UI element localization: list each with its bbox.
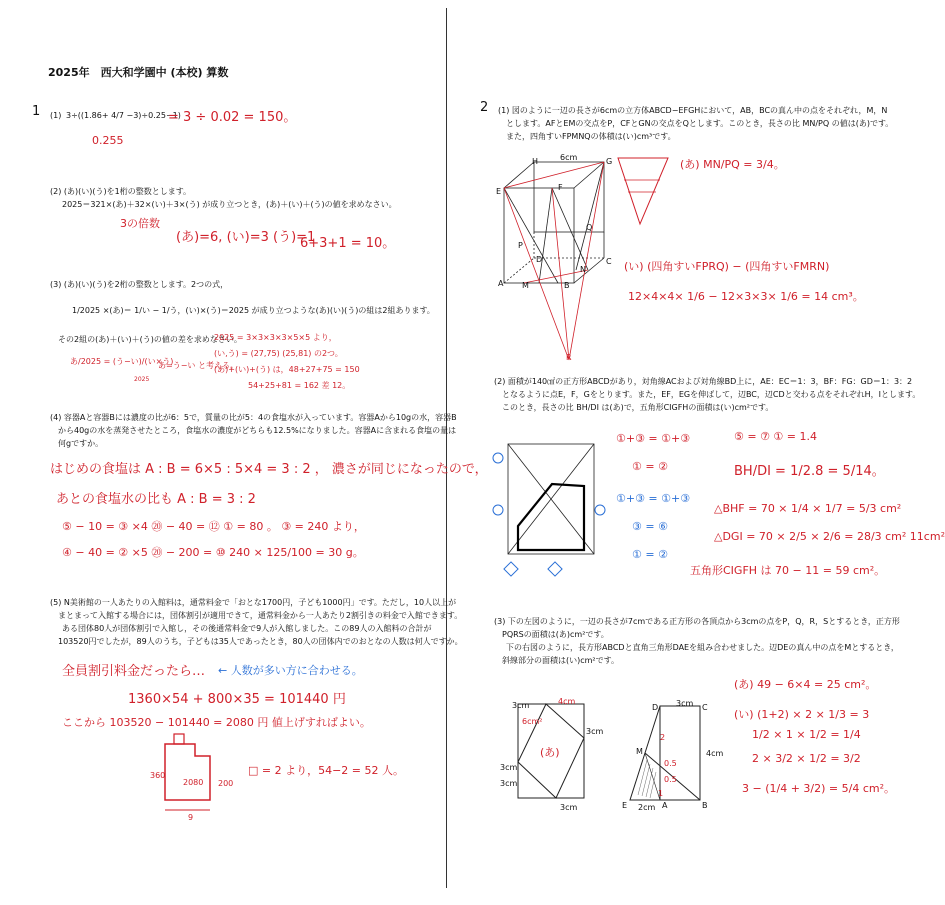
q2-work: (あ)=6, (い)=3 (う)=1 [176,230,316,245]
cube-label-R: R [566,353,572,362]
r-q3-work2: 1/2 × 1 × 1/2 = 1/4 [752,728,861,741]
q1-answer: = 3 ÷ 0.02 = 150。 [168,110,297,125]
r-q2-line1: (2) 面積が140㎠の正方形ABCDがあり，対角線ACおよび対角線BD上に，AE：EC＝1：3，BF：FG：GD＝1：3：2 [494,377,913,386]
cube-label-F: F [558,183,563,192]
fig2-label-h1: 2 [660,733,666,742]
q3-work3: (あ)+(い)+(う) は，48+27+75 = 150 [214,365,360,374]
fig1-label-r: 3cm [586,727,604,736]
q5-bottom: 9 [188,813,194,822]
cube-label-A: A [498,279,504,288]
cube-label-P: P [518,241,523,250]
fig1-area-label: 6cm² [522,717,543,726]
section-number-1: 1 [32,104,41,119]
cube-label-E: E [496,187,502,196]
q5-line3: ある団体80人が団体割引で入館し，その後通常料金で9人が入館しました。この89人の入館料の合計が [62,624,432,633]
q4-work4: ④ − 40 = ② ×5 ⑳ − 200 = ⑩ 240 × 125/100 = 30 g。 [62,546,364,559]
fig2-label-D: D [652,703,659,712]
fig2-label-h4: 1 [658,789,664,798]
q2-answer: 6+3+1 = 10。 [300,236,396,251]
r-q2-work2: ① = ② [632,460,668,473]
q2-note: 3の倍数 [120,217,160,230]
r-q2-work8: △BHF = 70 × 1/4 × 1/7 = 5/3 cm² [714,502,902,515]
fig2-label-h3: 0.5 [664,775,677,784]
fig1-label-tr: 4cm [558,697,576,706]
r-q3-work1: (い) (1+2) × 2 × 1/3 = 3 [734,708,870,721]
fig2-label-right: 4cm [706,749,724,758]
q3-work5: あ/2025 = (う−い)/(い×う) [70,357,174,366]
q2-line2: 2025＝321×(あ)＋32×(い)＋3×(う) が成り立つとき，(あ)＋(い)＋(う)の値を求めなさい。 [62,200,397,209]
fig1-label-bl: 3cm [500,779,518,788]
q1-note: 0.255 [92,134,124,147]
section-number-2: 2 [480,100,489,115]
r-q2-work4: ③ = ⑥ [632,520,668,533]
q3-work6: あ=う−い と考える。 [158,361,238,370]
q5-box-label: 2080 [183,778,204,787]
r-q2-work5: ① = ② [632,548,668,561]
fig1-label-tl: 3cm [512,701,530,710]
q5-work1: 全員割引料金だったら… [62,664,206,679]
r-q2-work6: ⑤ = ⑦ ① = 1.4 [734,430,817,443]
cube-label-N: N [580,265,586,274]
fig2-label-h2: 0.5 [664,759,677,768]
r-q1-answer-a: (あ) MN/PQ = 3/4。 [680,158,785,171]
cube-label-H: H [532,157,539,166]
q5-line1: (5) N美術館の一人あたりの入館料は，通常料金で「おとな1700円，子ども1000円」です。ただし，10人以上が [50,598,457,607]
cube-label-G: G [606,157,613,166]
cube-diagram [494,150,614,370]
q4-line1: (4) 容器Aと容器Bには濃度の比が6：5で，質量の比が5：4の食塩水が入っています。容器Aから10gの水，容器B [50,413,457,422]
r-q2-work1: ①+③ = ①+③ [616,432,691,445]
q5-work1b: ← 人数が多い方に合わせる。 [218,664,363,677]
q3-line1: (3) (あ)(い)(う)を2桁の整数とします。2つの式， [50,280,229,289]
cube-label-C: C [606,257,612,266]
q4-work3: ⑤ − 10 = ③ ×4 ⑳ − 40 = ⑫ ① = 80 。 ③ = 240 より， [62,520,365,533]
r-q3-line1: (3) 下の左図のように，一辺の長さが7cmである正方形の各頂点から3cmの点をP，Q，R，Sとするとき，正方形 [494,617,900,626]
r-q1-line3: また，四角すいFPMNQの体積は(い)cm³です。 [506,132,676,141]
r-q3-work3: 2 × 3/2 × 1/2 = 3/2 [752,752,861,765]
fig2-label-bottom: 2cm [638,803,656,812]
r-q1-line1: (1) 図のように一辺の長さが6cmの立方体ABCD−EFGHにおいて，AB，BCの真ん中の点をそれぞれ，M，N [498,106,888,115]
r-q3-line2: PQRSの面積は(あ)cm²です。 [502,630,609,639]
r-q3-line3: 下の右図のように，長方形ABCDと直角三角形DAEを組み合わせました。辺DEの真ん中の点をMとするとき， [506,643,899,652]
q5-line4: 103520円でしたが，89人のうち，子どもは35人であったとき，80人の団体内でのおとなの人数は何人ですか。 [58,637,463,646]
page-divider [446,8,447,888]
r-q2-work10: 五角形CIGFH は 70 − 11 = 59 cm²。 [690,564,886,577]
cube-top-label: 6cm [560,153,578,162]
q4-line3: 何gですか。 [58,439,104,448]
q3-line2: 1/2025 ×(あ)＝ 1/い − 1/う，(い)×(う)＝2025 が成り立つような(あ)(い)(う)の組は2組あります。 [72,306,435,315]
q1-label: (1) [50,111,62,120]
fig2-label-top: 3cm [676,699,694,708]
q1-expression: 3÷((1.86+ 4/7 −3)÷0.25−1) [66,111,181,120]
page-title: 2025年 西大和学園中 (本校) 算数 [48,66,229,79]
r-q3-line4: 斜線部分の面積は(い)cm²です。 [502,656,619,665]
cube-label-D: D [536,255,543,264]
cube-label-B: B [564,281,570,290]
q5-side-right: 200 [218,779,234,788]
q4-work1: はじめの食塩は A : B = 6×5 : 5×4 = 3 : 2 ， 濃さが同じになったので， [50,462,488,477]
q5-work3: ここから 103520 − 101440 = 2080 円 値上げすればよい。 [62,716,371,729]
q3-work2: (い,う) = (27,75) (25,81) の2つ。 [214,349,343,358]
q5-side-left: 360 [150,771,166,780]
q5-line2: まとまって入館する場合には，団体割引が適用できて，通常料金から一人あたり2割引きの料金で入館できます。 [58,611,463,620]
cube-label-Q: Q [586,223,593,232]
fig2-label-B: B [702,801,708,810]
cube-label-M: M [522,281,529,290]
r-q2-work9: △DGI = 70 × 2/5 × 2/6 = 28/3 cm² 11cm² [714,530,945,543]
r-q3-answer-a: (あ) 49 − 6×4 = 25 cm²。 [734,678,877,691]
q5-answer: □ = 2 より，54−2 = 52 人。 [248,764,405,777]
r-q1-answer-b: (い) (四角すいFPRQ) − (四角すいFMRN) [624,260,830,273]
r-q2-line3: このとき，長さの比 BH/DI は(あ)で，五角形CIGFHの面積は(い)cm²です。 [502,403,774,412]
r-q2-line2: となるように点E，F，Gをとります。また，EF，EGを伸ばして，辺BC，辺CDと交わる点をそれぞれH，Iとします。 [502,390,921,399]
r-q1-answer-b2: 12×4×4× 1/6 − 12×3×3× 1/6 = 14 cm³。 [628,290,864,303]
ratio-triangle-diagram [614,152,674,232]
q3-work4: 54+25+81 = 162 差 12。 [248,381,351,390]
q5-work2: 1360×54 + 800×35 = 101440 円 [128,692,346,707]
q4-work2: あとの食塩水の比も A : B = 3 : 2 [56,492,256,507]
fig2-label-C: C [702,703,708,712]
fig1-label-br: 3cm [560,803,578,812]
fig1-label-l: 3cm [500,763,518,772]
fig2-label-E: E [622,801,628,810]
r-q2-work7: BH/DI = 1/2.8 = 5/14。 [734,464,885,479]
q2-line1: (2) (あ)(い)(う)を1桁の整数とします。 [50,187,192,196]
fig2-label-M: M [636,747,643,756]
q3-line3: その2組の(あ)＋(い)＋(う)の値の差を求めなさい。 [58,335,242,344]
r-q2-work3: ①+③ = ①+③ [616,492,691,505]
rectangle-abcd-diagram [620,700,710,810]
fig1-center-label: (あ) [540,746,560,759]
square-abcd-diagram [490,428,610,578]
q4-line2: から40gの水を蒸発させたところ，食塩水の濃度がどちらも12.5%になりました。容器Aに含まれる食塩の量は [58,426,457,435]
r-q3-work4: 3 − (1/4 + 3/2) = 5/4 cm²。 [742,782,895,795]
q3-work7: 2025 [134,376,150,383]
r-q1-line2: とします。AFとEMの交点をP，CFとGNの交点をQとします。このとき，長さの比 MN/PQ の値は(あ)です。 [506,119,894,128]
q3-work1: 2025 = 3×3×3×3×5×5 より， [214,333,337,342]
fig2-label-A: A [662,801,668,810]
